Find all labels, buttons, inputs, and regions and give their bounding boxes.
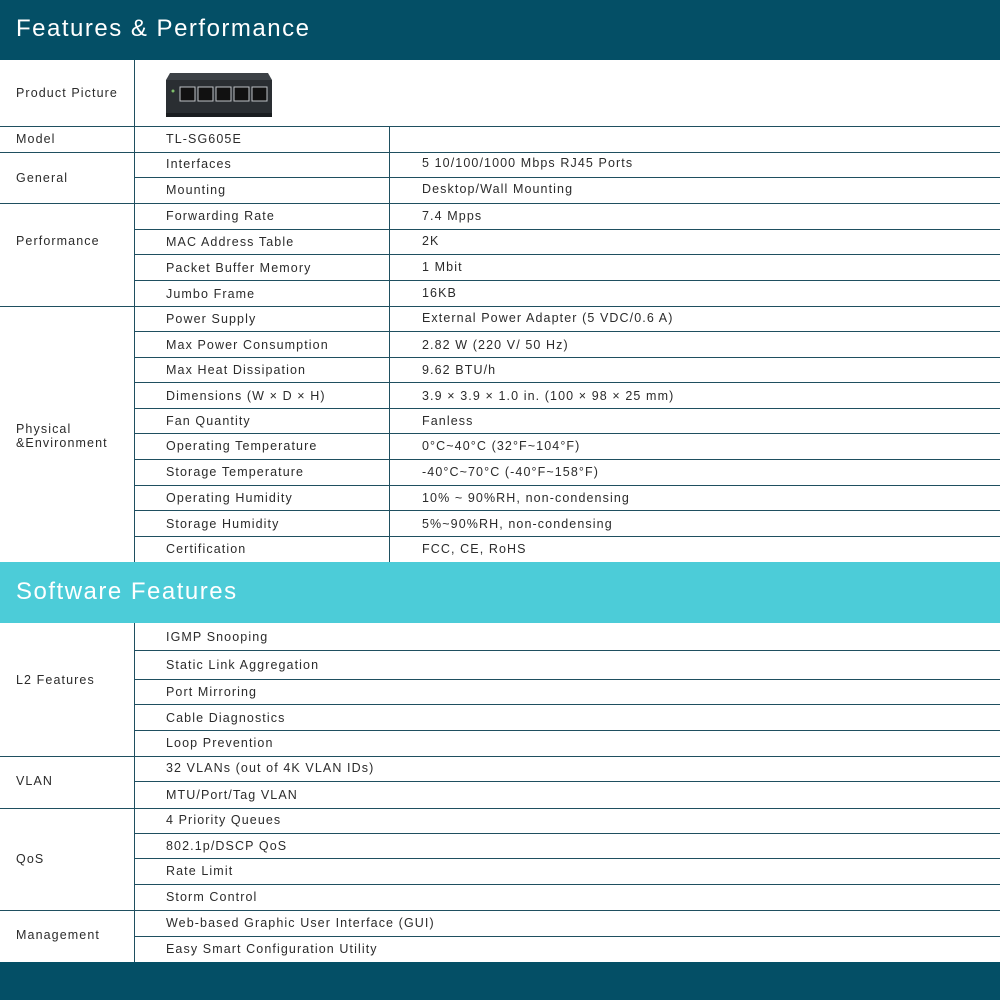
row-divider [135,433,1000,434]
spec-value: 10% ~ 90%RH, non-condensing [422,491,630,505]
row-divider [135,357,1000,358]
row-divider [135,331,1000,332]
row-divider [135,254,1000,255]
spec-value: 3.9 × 3.9 × 1.0 in. (100 × 98 × 25 mm) [422,389,675,403]
physical-environment-label [16,422,108,450]
row-divider [135,679,1000,680]
spec-name: Fan Quantity [166,414,251,428]
management-label: Management [16,928,100,942]
row-divider [135,408,1000,409]
spec-value: 1 Mbit [422,260,463,274]
row-divider [135,704,1000,705]
physical-label-line2: &Environment [16,436,108,450]
spec-name: Mounting [166,183,227,197]
spec-name: Storage Humidity [166,517,280,531]
feature-item: Port Mirroring [166,685,258,699]
row-divider [135,781,1000,782]
spec-value: 5 10/100/1000 Mbps RJ45 Ports [422,156,634,170]
spec-name: Certification [166,542,247,556]
spec-value: 0°C~40°C (32°F~104°F) [422,439,581,453]
feature-item: Rate Limit [166,864,234,878]
row-divider [135,650,1000,651]
product-picture-label: Product Picture [16,86,118,100]
spec-name: Operating Humidity [166,491,293,505]
row-divider [0,808,1000,809]
row-divider [135,936,1000,937]
feature-item: Web-based Graphic User Interface (GUI) [166,916,435,930]
qos-label: QoS [16,852,45,866]
spec-value: 5%~90%RH, non-condensing [422,517,613,531]
spec-value: 16KB [422,286,457,300]
spec-value: 9.62 BTU/h [422,363,497,377]
spec-name: Dimensions (W × D × H) [166,389,326,403]
footer-band [0,962,1000,1000]
model-label: Model [16,132,56,146]
spec-value: Fanless [422,414,474,428]
feature-item: MTU/Port/Tag VLAN [166,788,298,802]
spec-name: Operating Temperature [166,439,318,453]
row-divider [0,152,1000,153]
row-divider [135,229,1000,230]
row-divider [0,910,1000,911]
spec-name: Storage Temperature [166,465,305,479]
spec-value: -40°C~70°C (-40°F~158°F) [422,465,600,479]
page-title: Features & Performance [16,15,311,42]
spec-name: Jumbo Frame [166,287,256,301]
row-divider [135,382,1000,383]
feature-item: Static Link Aggregation [166,658,320,672]
row-divider [135,510,1000,511]
column-divider [134,60,135,562]
features-performance-header [0,0,1000,60]
software-features-header [0,562,1000,623]
feature-item: IGMP Snooping [166,630,269,644]
column-divider [389,127,390,562]
feature-item: Cable Diagnostics [166,711,286,725]
spec-value: FCC, CE, RoHS [422,542,527,556]
row-divider [0,126,1000,127]
row-divider [135,833,1000,834]
row-divider [135,459,1000,460]
row-divider [0,756,1000,757]
spec-value: Desktop/Wall Mounting [422,182,574,196]
l2-features-label: L2 Features [16,673,95,687]
row-divider [135,485,1000,486]
row-divider [135,884,1000,885]
spec-name: Power Supply [166,312,257,326]
row-divider [135,177,1000,178]
spec-name: Packet Buffer Memory [166,261,312,275]
feature-item: 32 VLANs (out of 4K VLAN IDs) [166,761,375,775]
spec-name: Interfaces [166,157,232,171]
row-divider [135,280,1000,281]
feature-item: 4 Priority Queues [166,813,282,827]
spec-value: 2.82 W (220 V/ 50 Hz) [422,338,569,352]
model-value: TL-SG605E [166,132,242,146]
row-divider [0,203,1000,204]
spec-value: External Power Adapter (5 VDC/0.6 A) [422,311,674,325]
row-divider [135,730,1000,731]
row-divider [0,306,1000,307]
spec-name: MAC Address Table [166,235,295,249]
row-divider [135,858,1000,859]
feature-item: Loop Prevention [166,736,274,750]
switch-product-image [166,67,272,117]
row-divider [135,536,1000,537]
vlan-label: VLAN [16,774,54,788]
software-features-title: Software Features [16,578,238,605]
column-divider [134,623,135,962]
spec-name: Max Power Consumption [166,338,329,352]
feature-item: 802.1p/DSCP QoS [166,839,288,853]
spec-value: 2K [422,234,440,248]
general-label: General [16,171,69,185]
feature-item: Storm Control [166,890,258,904]
spec-name: Forwarding Rate [166,209,275,223]
spec-value: 7.4 Mpps [422,209,483,223]
feature-item: Easy Smart Configuration Utility [166,942,378,956]
physical-label-line1: Physical [16,422,72,436]
performance-label: Performance [16,234,100,248]
spec-name: Max Heat Dissipation [166,363,307,377]
